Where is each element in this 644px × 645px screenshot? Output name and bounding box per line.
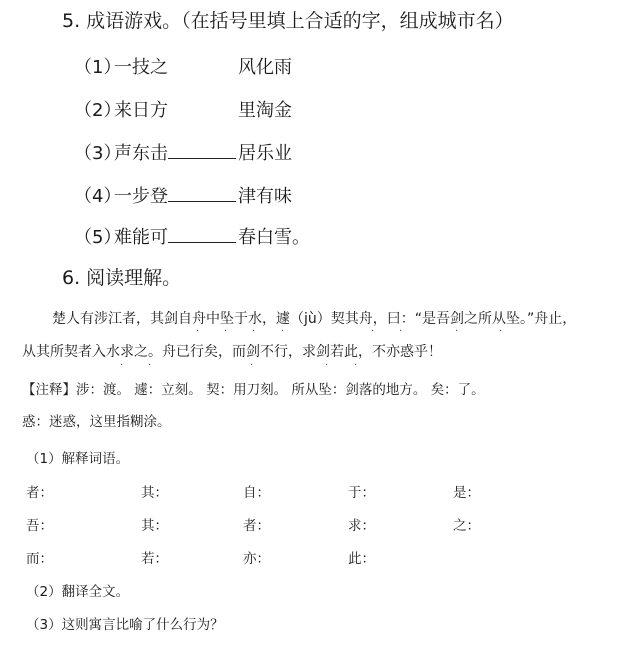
- sub-question-3: （3）这则寓言比喻了什么行为？: [26, 617, 224, 633]
- answer-blank[interactable]: [168, 185, 236, 202]
- word-cell: 若：: [141, 551, 168, 567]
- q5-item-1: [74, 53, 168, 79]
- q5-item-number: （1）: [74, 57, 122, 78]
- q5-item-left: 来日方: [114, 100, 168, 121]
- word-cell: 而：: [26, 551, 53, 567]
- word-cell: 者：: [26, 485, 53, 501]
- q5-item-left: 难能可: [114, 227, 168, 248]
- notes-line-1: 【注释】涉：渡。 遽：立刻。 契：用刀刻。 所从坠：剑落的地方。 矣：了。: [22, 382, 485, 398]
- q5-item-2: [74, 96, 168, 122]
- q5-item-left: 声东击: [114, 143, 168, 164]
- word-cell: 其：: [141, 485, 168, 501]
- q5-item-5-right: 春白雪。: [238, 227, 310, 248]
- q5-title: 5. 成语游戏。（在括号里填上合适的字，组成城市名）: [62, 10, 514, 32]
- word-cell: 者：: [243, 518, 270, 534]
- q6-title: 6. 阅读理解。: [62, 267, 182, 289]
- emphasis-dot: ·: [354, 360, 358, 371]
- q5-item-number: （5）: [74, 227, 122, 248]
- emphasis-dot: ·: [455, 326, 459, 337]
- emphasis-dot: ·: [120, 360, 124, 371]
- emphasis-dot: ·: [196, 326, 200, 337]
- passage-line-1: 楚人有涉江者，其剑自舟中坠于水，遽（jù）契其舟，曰：“是吾剑之所从坠。”舟止，: [52, 311, 577, 327]
- word-cell: 自：: [243, 485, 270, 501]
- sub-question-1: （1）解释词语。: [26, 451, 130, 467]
- emphasis-dot: ·: [250, 360, 254, 371]
- word-cell: 求：: [348, 518, 375, 534]
- q5-item-number: （2）: [74, 100, 122, 121]
- word-cell: 吾：: [26, 518, 53, 534]
- emphasis-dots-row-1: [0, 326, 644, 336]
- answer-blank[interactable]: [168, 142, 236, 159]
- emphasis-dot: ·: [371, 326, 375, 337]
- q5-item-2-right: 里淘金: [238, 100, 292, 121]
- emphasis-dot: ·: [325, 360, 329, 371]
- q5-item-left: 一步登: [114, 186, 168, 207]
- emphasis-dot: ·: [252, 326, 256, 337]
- answer-blank[interactable]: [168, 226, 236, 243]
- word-cell: 亦：: [243, 551, 270, 567]
- emphasis-dot: ·: [499, 326, 503, 337]
- q5-item-3-right: 居乐业: [238, 143, 292, 164]
- word-cell: 于：: [348, 485, 375, 501]
- word-cell: 是：: [453, 485, 480, 501]
- sub-question-2: （2）翻译全文。: [26, 584, 130, 600]
- q5-item-1-right: 风化雨: [238, 57, 292, 78]
- q5-item-left: 一技之: [114, 57, 168, 78]
- emphasis-dot: ·: [148, 360, 152, 371]
- q5-item-4: [74, 182, 236, 208]
- passage-line-2: 从其所契者入水求之。舟已行矣，而剑不行，求剑若此，不亦惑乎！: [22, 344, 442, 360]
- word-cell: 此：: [348, 551, 375, 567]
- word-cell: 之：: [453, 518, 480, 534]
- emphasis-dot: ·: [281, 326, 285, 337]
- q5-item-number: （3）: [74, 143, 122, 164]
- notes-line-2: 惑：迷惑，这里指糊涂。: [22, 414, 171, 430]
- q5-item-3: [74, 139, 236, 165]
- emphasis-dot: ·: [224, 326, 228, 337]
- word-cell: 其：: [141, 518, 168, 534]
- q5-item-4-right: 津有味: [238, 186, 292, 207]
- q5-item-number: （4）: [74, 186, 122, 207]
- emphasis-dot: ·: [399, 326, 403, 337]
- emphasis-dots-row-2: [0, 360, 644, 370]
- q5-item-5: [74, 223, 236, 249]
